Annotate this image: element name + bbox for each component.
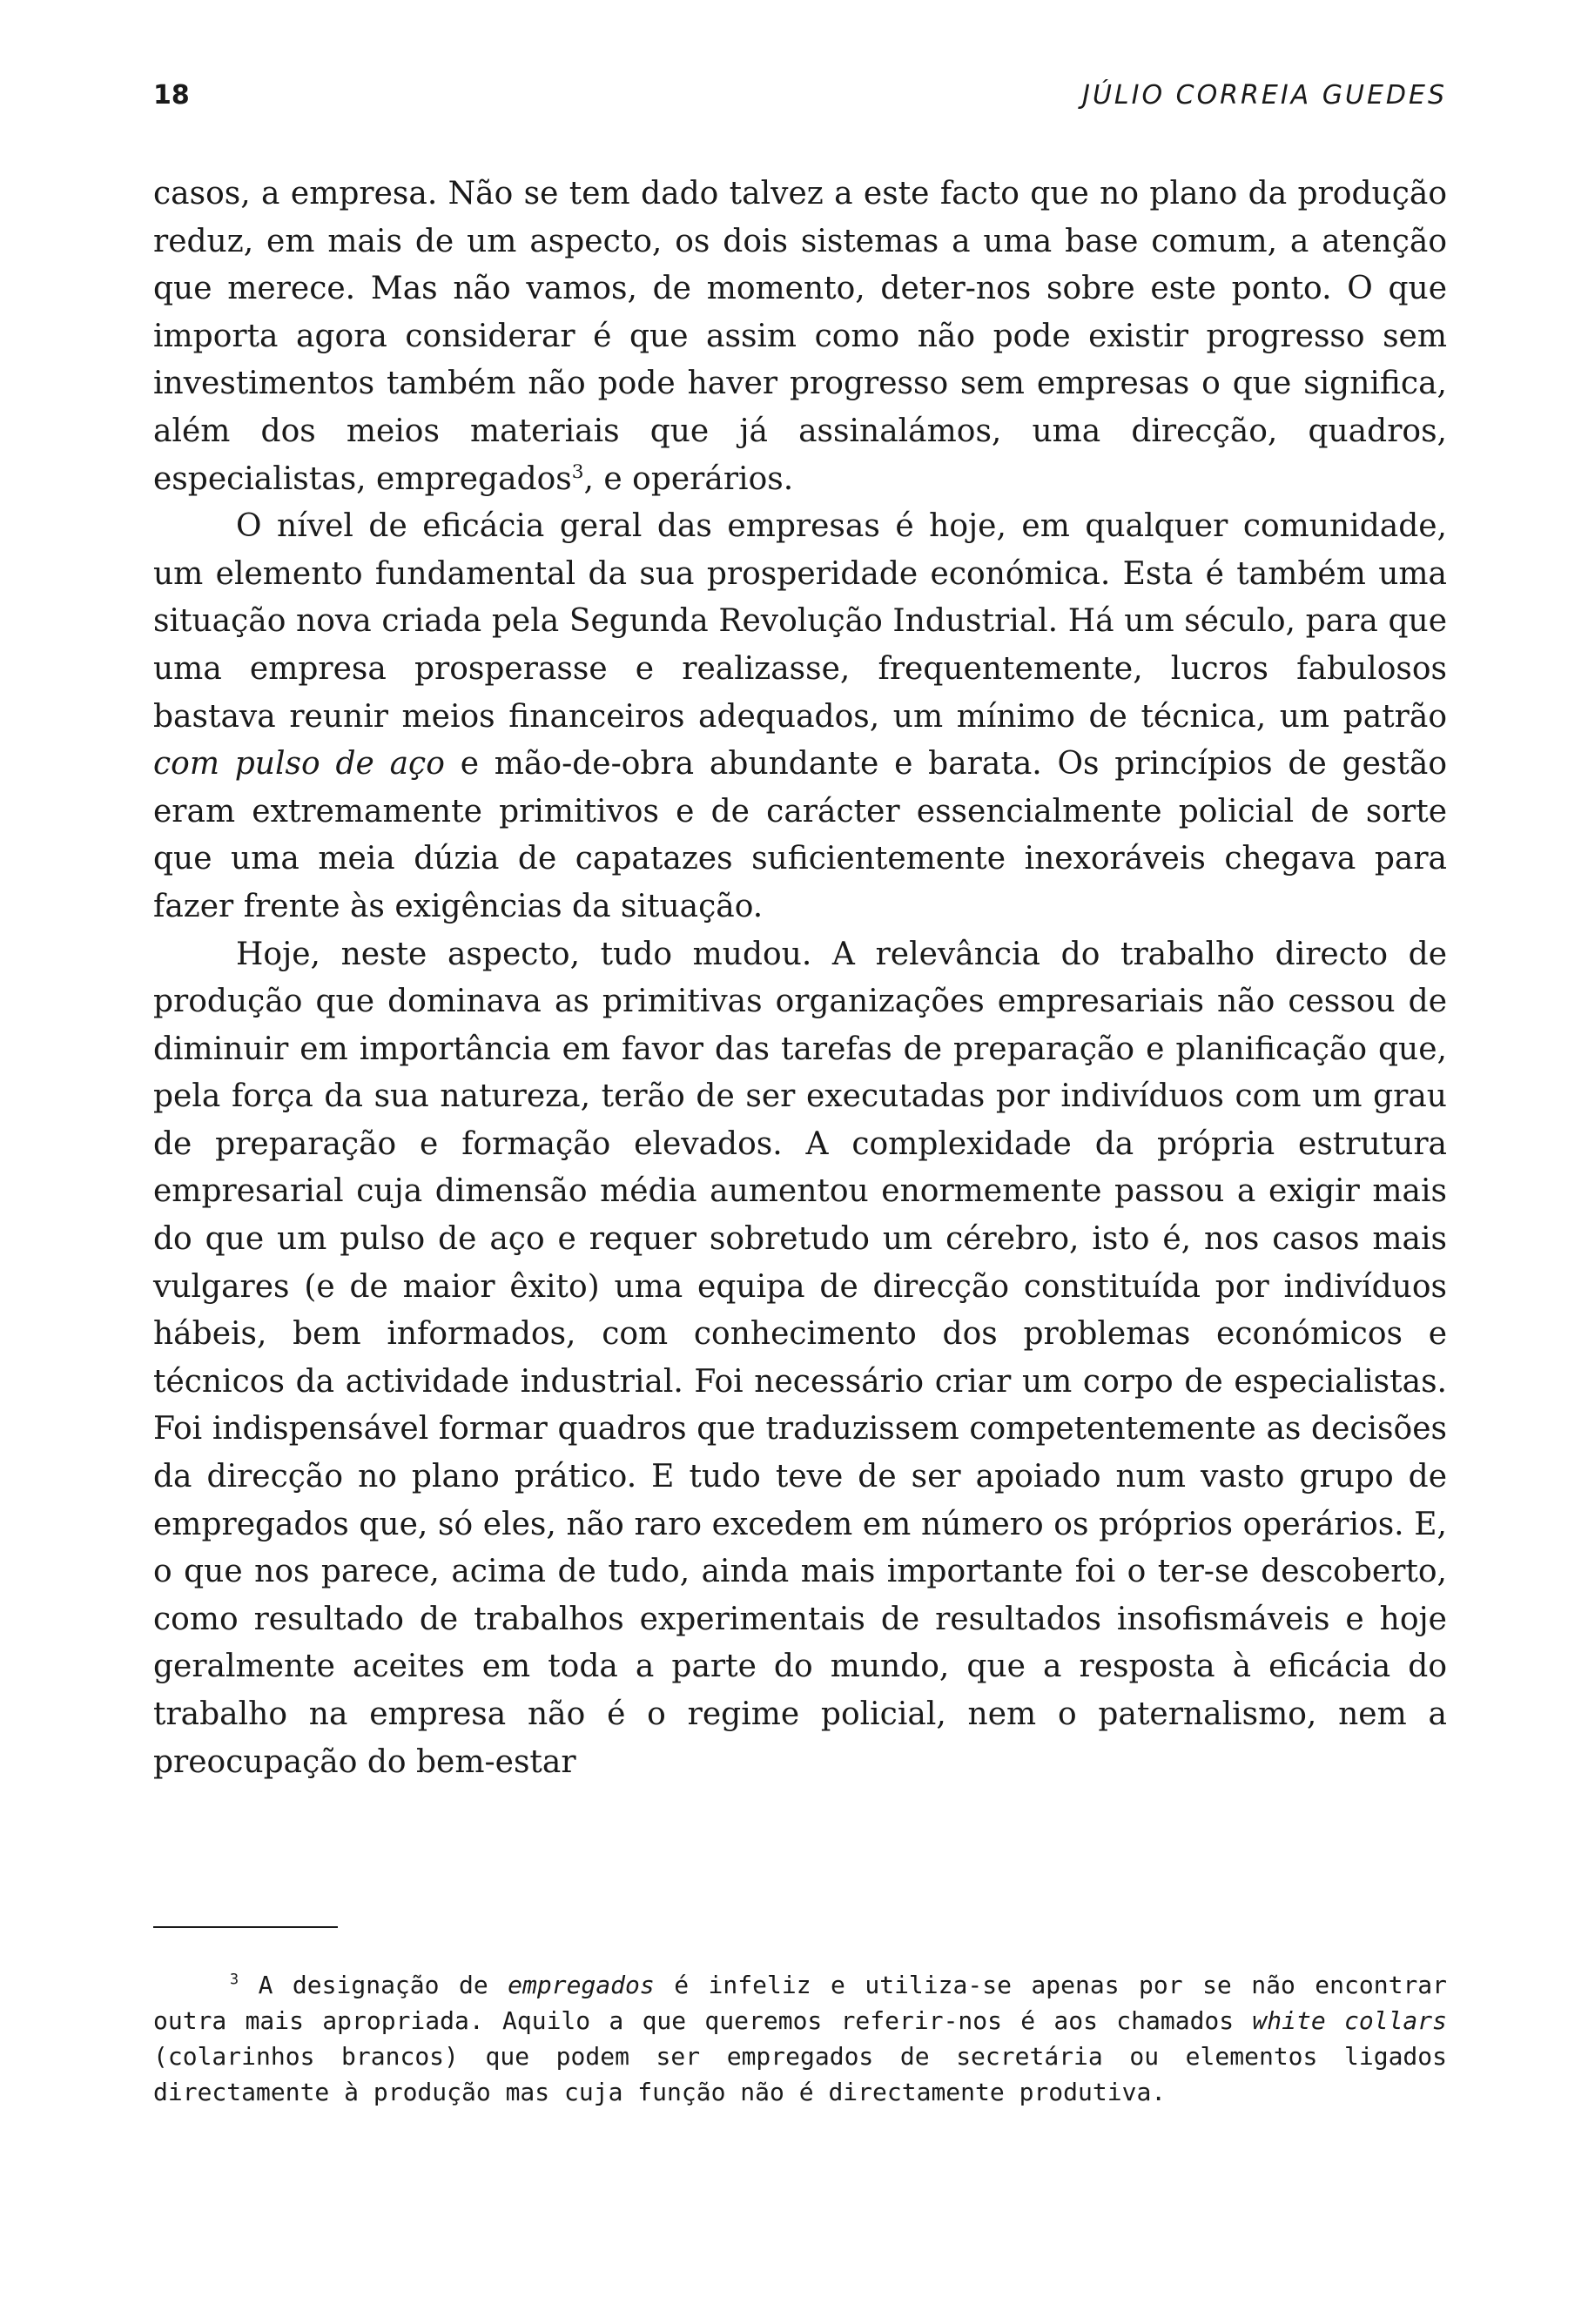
footnote-emphasis-2: white collars	[1252, 2006, 1447, 2035]
footnote-divider	[153, 1926, 338, 1928]
footnote-text-1: A designação de	[258, 1971, 508, 1999]
running-header	[153, 78, 1447, 113]
paragraph-1	[153, 171, 1447, 503]
page-number: 18	[153, 80, 190, 111]
paragraph-2-text-a: O nível de eficácia geral das empresas é hoje, em qualquer comunidade, um elemento fundamental da sua prosperidade económica. Esta é também uma situação nova criada pela Segunda Revolução Industrial. Há um século, para que uma empresa prosperasse e realizasse, frequentemente, lucros fabulosos bastava reunir meios financeiros adequados, um mínimo de técnica, um patrão	[153, 508, 1447, 735]
paragraph-1-text-a: casos, a empresa. Não se tem dado talvez a este facto que no plano da produção reduz, em mais de um aspecto, os dois sistemas a uma base comum, a atenção que merece. Mas não vamos, de momento, deter-nos sobre este ponto. O que importa agora considerar é que assim como não pode existir progresso sem investimentos também não pode haver progresso sem empresas o que significa, além dos meios materiais que já assinalámos, uma direcção, quadros, especialistas, empregados	[153, 176, 1447, 497]
footnote-marker: 3	[230, 1970, 239, 1988]
paragraph-2-text-b: e mão-de-obra abundante e barata. Os princípios de gestão eram extremamente primitivos e de carácter essencialmente policial de sorte que uma meia dúzia de capatazes suficientemente inexoráveis chegava para fazer frente às exigências da situação.	[153, 746, 1447, 924]
running-title: JÚLIO CORREIA GUEDES	[1082, 80, 1447, 111]
paragraph-2	[153, 503, 1447, 930]
footnote-reference: 3	[571, 460, 584, 483]
footnote-text-3: (colarinhos brancos) que podem ser empregados de secretária ou elementos ligados directamente à produção mas cuja função não é directamente produtiva.	[153, 2042, 1447, 2106]
footnote-text-2: é infeliz e utiliza-se apenas por se não encontrar outra mais apropriada. Aquilo a que queremos referir-nos é aos chamados	[153, 1971, 1448, 2035]
footnote	[153, 1967, 1447, 2110]
paragraph-2-emphasis: com pulso de aço	[153, 746, 445, 783]
paragraph-3: Hoje, neste aspecto, tudo mudou. A relevância do trabalho directo de produção que dominava as primitivas organizações empresariais não cessou de diminuir em importância em favor das tarefas de preparação e planificação que, pela força da sua natureza, terão de ser executadas por indivíduos com um grau de preparação e formação elevados. A complexidade da própria estrutura empresarial cuja dimensão média aumentou enormemente passou a exigir mais do que um pulso de aço e requer sobretudo um cérebro, isto é, nos casos mais vulgares (e de maior êxito) uma equipa de direcção constituída por indivíduos hábeis, bem informados, com conhecimento dos problemas económicos e técnicos da actividade industrial. Foi necessário criar um corpo de especialistas. Foi indispensável formar quadros que traduzissem competentemente as decisões da direcção no plano prático. E tudo teve de ser apoiado num vasto grupo de empregados que, só eles, não raro excedem em número os próprios operários. E, o que nos parece, acima de tudo, ainda mais importante foi o ter-se descoberto, como resultado de trabalhos experimentais de resultados insofismáveis e hoje geralmente aceites em toda a parte do mundo, que a resposta à eficácia do trabalho na empresa não é o regime policial, nem o paternalismo, nem a preocupação do bem-estar	[153, 936, 1447, 1780]
paragraph-1-text-b: , e operários.	[583, 460, 794, 497]
main-text	[153, 171, 1447, 1786]
footnote-emphasis-1: empregados	[508, 1971, 655, 1999]
